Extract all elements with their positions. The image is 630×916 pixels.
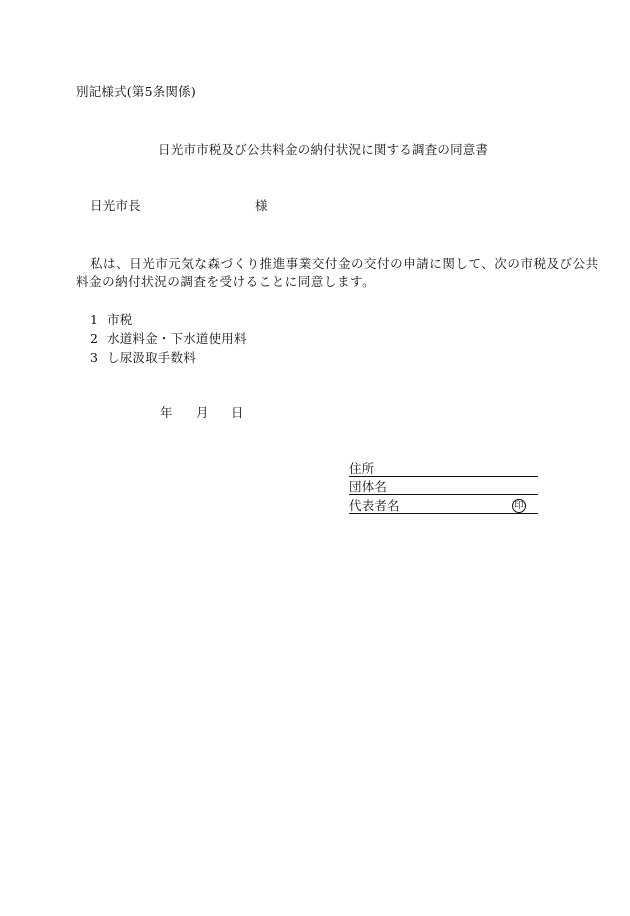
list-item-number: 2	[90, 331, 99, 346]
date-day-label: 日	[231, 405, 244, 420]
document-title: 日光市市税及び公共料金の納付状況に関する調査の同意書	[158, 142, 489, 157]
statement-line-2: 料金の納付状況の調査を受けることに同意します。	[76, 274, 376, 289]
addressee-honorific: 様	[255, 198, 268, 213]
list-item-text: し尿汲取手数料	[107, 350, 196, 365]
group-name-label: 団体名	[349, 479, 388, 494]
statement-line-1: 私は、日光市元気な森づくり推進事業交付金の交付の申請に関して、次の市税及び公共	[90, 256, 599, 271]
address-label: 住所	[349, 461, 375, 476]
form-label: 別記様式(第5条関係)	[76, 84, 196, 99]
seal-mark-icon: 印	[512, 499, 526, 513]
representative-label: 代表者名	[349, 498, 400, 513]
list-item-text: 水道料金・下水道使用料	[107, 331, 247, 346]
date-year-label: 年	[160, 405, 173, 420]
list-item-number: 3	[90, 350, 99, 365]
list-item-number: 1	[90, 312, 99, 327]
addressee-name: 日光市長	[90, 198, 141, 213]
date-month-label: 月	[196, 405, 209, 420]
address-underline	[349, 460, 538, 477]
list-item-text: 市税	[107, 312, 133, 327]
